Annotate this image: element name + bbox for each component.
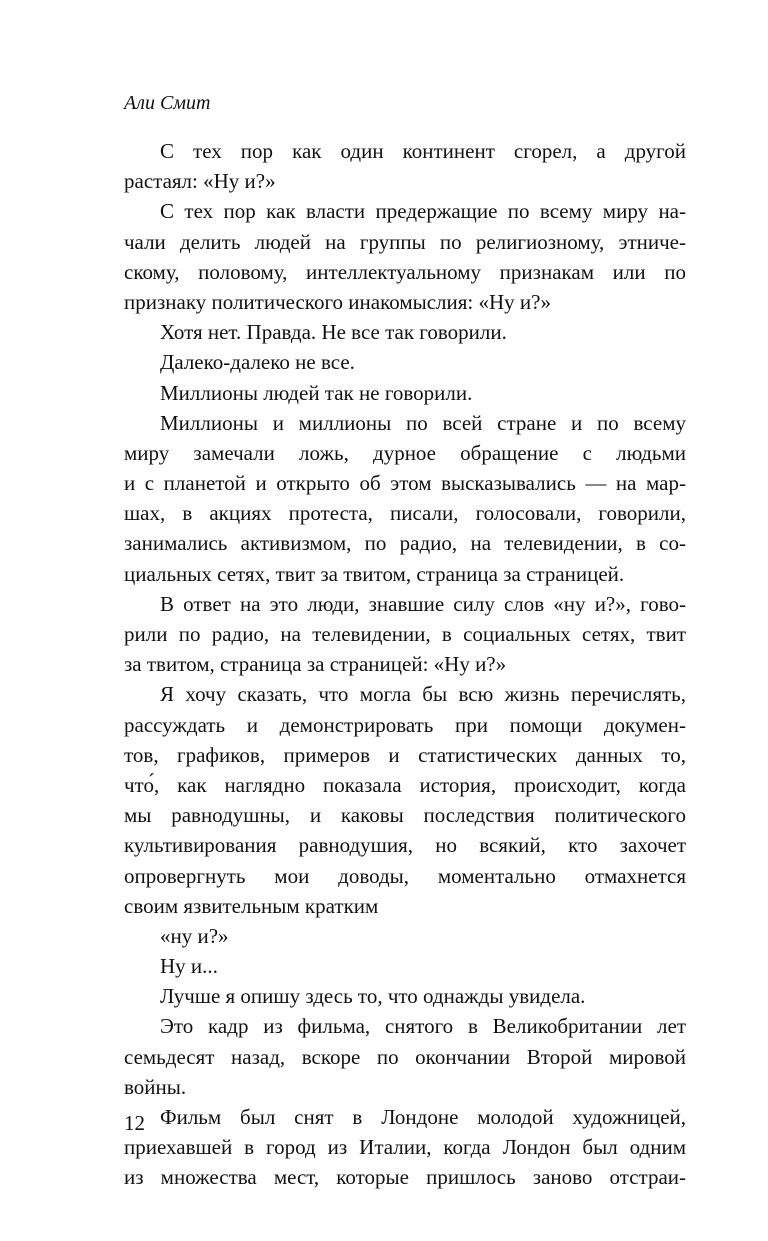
page-number: 12: [124, 1111, 145, 1135]
text-line: Далеко-далеко не все.: [160, 350, 355, 375]
text-line: Это кадр из фильма, снятого в Великобритании лет: [160, 1014, 686, 1039]
text-line: войны.: [124, 1074, 187, 1099]
text-line: признаку политического инакомыслия: «Ну и?»: [124, 289, 551, 314]
text-line: за твитом, страница за страницей: «Ну и?»: [124, 652, 507, 677]
text-line: миру замечали ложь, дурное обращение с людьми: [124, 440, 686, 465]
text-line: Миллионы и миллионы по всей стране и по всему: [160, 410, 686, 435]
text-line: Я хочу сказать, что могла бы всю жизнь перечислять,: [160, 682, 686, 707]
text-line: шах, в акциях протеста, писали, голосовали, говорили,: [124, 501, 686, 526]
text-line: что́, как наглядно показала история, происходит, когда: [124, 772, 686, 797]
text-line: опровергнуть мои доводы, моментально отмахнется: [124, 863, 686, 888]
text-line: С тех пор как власти предержащие по всему миру на-: [160, 199, 686, 224]
text-line: «ну и?»: [160, 923, 229, 948]
text-line: С тех пор как один континент сгорел, а другой: [160, 139, 686, 163]
text-line: В ответ на это люди, знавшие силу слов «ну и?», гово-: [160, 591, 686, 616]
running-header-author: Али Смит: [124, 92, 211, 114]
text-line: культивирования равнодушия, но всякий, кто захочет: [124, 833, 686, 858]
text-line: тов, графиков, примеров и статистических данных то,: [124, 742, 686, 767]
text-line: Хотя нет. Правда. Не все так говорили.: [160, 320, 507, 345]
text-line: приехавшей в город из Италии, когда Лондон был одним: [124, 1135, 686, 1160]
text-line: своим язвительным кратким: [124, 893, 379, 918]
text-line: Лучше я опишу здесь то, что однажды увидела.: [160, 984, 586, 1009]
text-line: занимались активизмом, по радио, на телевидении, в со-: [124, 531, 686, 556]
text-line: мы равнодушны, и каковы последствия политического: [124, 803, 686, 828]
text-line: из множества мест, которые пришлось заново отстраи-: [124, 1165, 686, 1190]
text-line: Фильм был снят в Лондоне молодой художницей,: [160, 1105, 686, 1129]
text-line: и с планетой и открыто об этом высказывались — на мар-: [124, 471, 686, 496]
text-line: рассуждать и демонстрировать при помощи докумен-: [124, 712, 686, 737]
text-line: циальных сетях, твит за твитом, страница за страницей.: [124, 561, 625, 586]
text-line: чали делить людей на группы по религиозному, этниче-: [124, 229, 686, 254]
text-line: растаял: «Ну и?»: [124, 169, 276, 194]
text-line: Миллионы людей так не говорили.: [160, 380, 473, 405]
text-line: семьдесят назад, вскоре по окончании Второй мировой: [124, 1044, 686, 1069]
text-line: Ну и...: [160, 954, 218, 979]
text-line: скому, половому, интеллектуальному признакам или по: [124, 259, 686, 284]
body-text: [124, 136, 686, 1193]
text-line: рили по радио, на телевидении, в социальных сетях, твит: [124, 622, 686, 646]
